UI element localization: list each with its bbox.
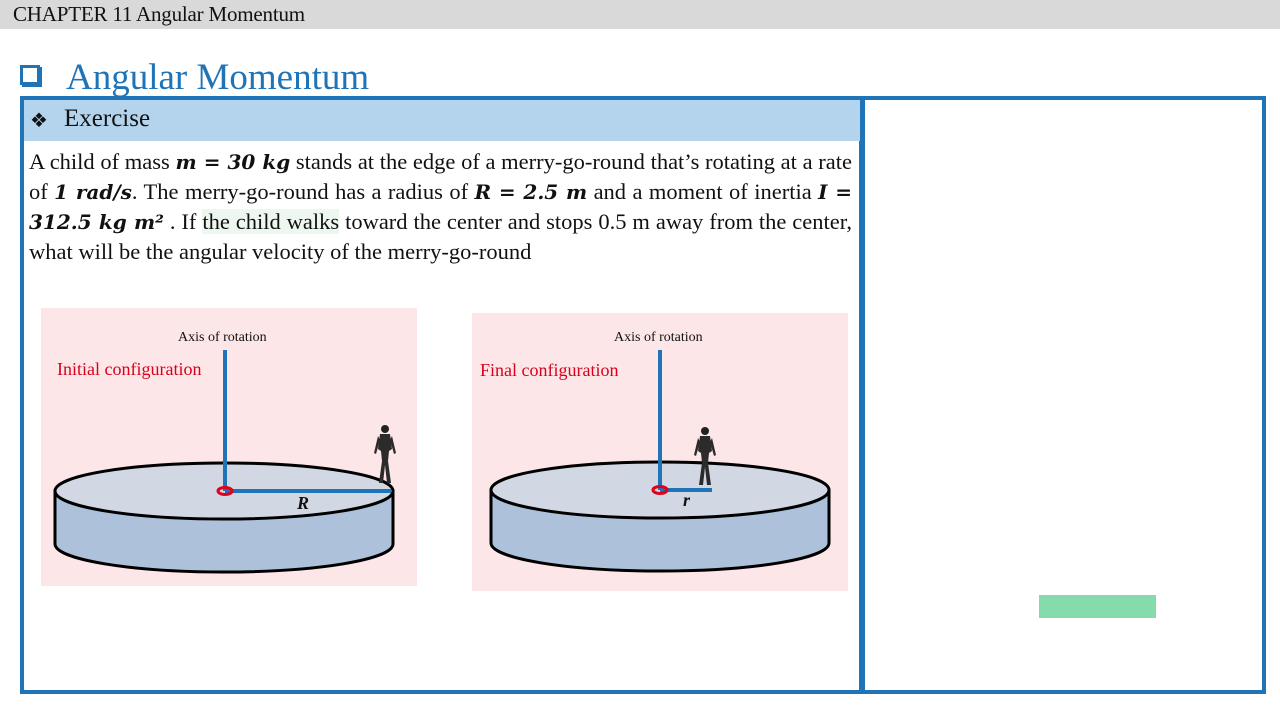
radius-R-label: R xyxy=(297,493,310,513)
problem-text-part: stands at the edge of a merry-go-round that’s rotating at a rate of xyxy=(29,149,852,204)
initial-configuration-label: Initial configuration xyxy=(57,359,202,379)
problem-text-part: toward the center and stops 0.5 m away from the center, what will be the angular velocity of the merry-go-round xyxy=(29,209,852,264)
chapter-title: CHAPTER 11 Angular Momentum xyxy=(13,2,305,26)
problem-text-part: . The merry-go-round has a radius of xyxy=(131,179,475,204)
exercise-header xyxy=(24,100,860,141)
child-figure-icon xyxy=(374,425,396,483)
initial-configuration-figure xyxy=(41,308,417,586)
initial-disk-diagram xyxy=(41,308,417,586)
final-configuration-label: Final configuration xyxy=(480,360,619,380)
radius-equation: R = 2.5 m xyxy=(474,180,588,204)
problem-text-part: the child walks xyxy=(202,209,340,234)
diamond-bullet-icon: ❖ xyxy=(30,110,48,132)
final-configuration-figure xyxy=(472,313,848,591)
exercise-label: Exercise xyxy=(64,105,151,132)
inertia-equation: I = 312.5 kg m² xyxy=(29,180,853,234)
axis-of-rotation-label: Axis of rotation xyxy=(614,330,703,345)
mass-equation: m = 30 kg xyxy=(175,150,291,174)
answer-placeholder-block xyxy=(1039,595,1156,618)
radius-r-label: r xyxy=(683,490,691,510)
axis-of-rotation-label: Axis of rotation xyxy=(178,330,267,345)
chapter-header-bar xyxy=(0,0,1280,29)
problem-text-part: . If xyxy=(163,209,203,234)
problem-text-part: and a moment of inertia xyxy=(587,179,819,204)
final-disk-diagram xyxy=(472,313,848,591)
slide-title: Angular Momentum xyxy=(66,57,370,98)
checkbox-bullet-icon xyxy=(20,65,40,85)
problem-text-part: A child of mass xyxy=(29,149,176,174)
problem-text xyxy=(29,147,852,266)
rate-equation: 1 rad/s xyxy=(54,180,132,204)
